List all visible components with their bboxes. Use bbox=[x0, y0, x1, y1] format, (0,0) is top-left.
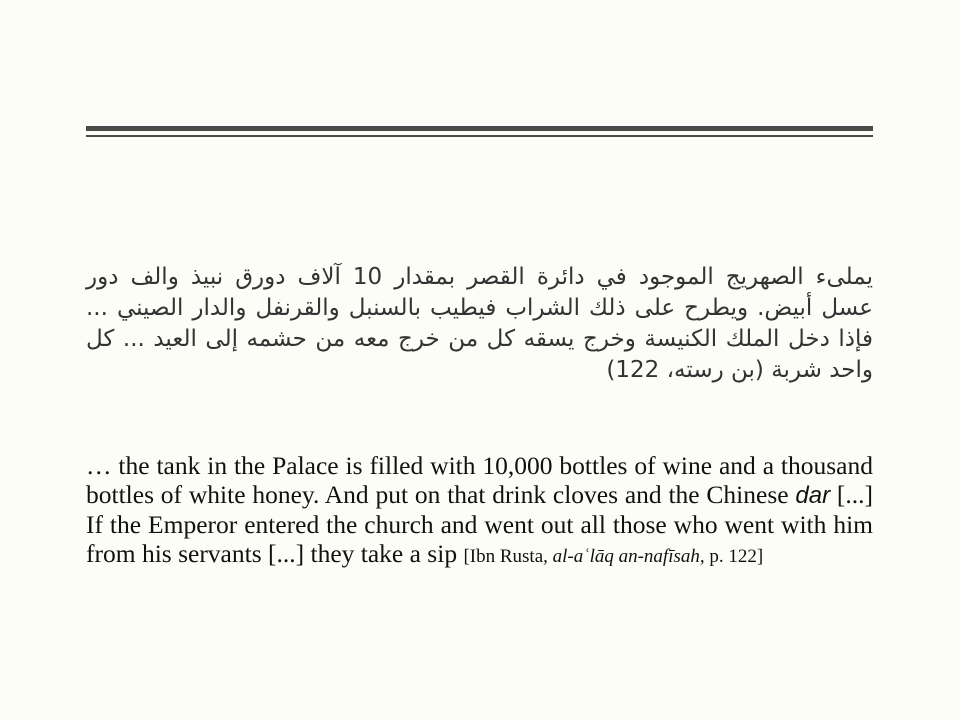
top-rule-thin bbox=[86, 135, 873, 137]
citation-open: [Ibn Rusta, bbox=[463, 546, 553, 567]
top-rule-thick bbox=[86, 126, 873, 131]
translation-text-1: … the tank in the Palace is filled with 10,000 bottles of wine and a thousand bottles of white honey. And put on that drink cloves and the Chinese bbox=[86, 451, 873, 509]
term-dar: dar bbox=[795, 482, 831, 509]
citation-close: , p. 122] bbox=[699, 546, 764, 567]
citation bbox=[463, 546, 763, 567]
arabic-quote: يملىء الصهريج الموجود في دائرة القصر بمقدار 10 آلاف دورق نبيذ والف دور عسل أبيض. ويطرح على ذلك الشراب فيطيب بالسنبل والقرنفل والدار الصيني ... فإذا دخل الملك الكنيسة وخرج يسقه كل من خرج معه من حشمه إلى العيد ... كل واحد شربة (بن رسته، 122) bbox=[86, 264, 873, 383]
citation-title: al-aʿlāq an-nafīsah bbox=[552, 546, 700, 567]
translation-text-2: [...] If the Emperor entered the church and went out all those who went with him from his servants [...] they take a sip bbox=[86, 480, 873, 568]
english-translation bbox=[86, 451, 873, 571]
